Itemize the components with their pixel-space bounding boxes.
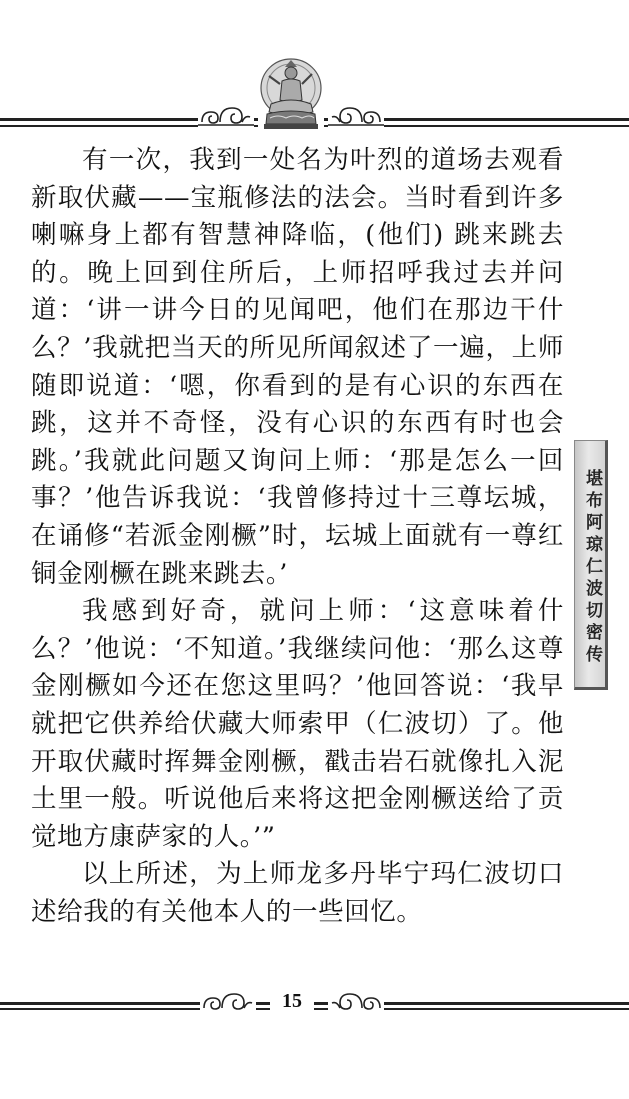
paragraph: 有一次，我到一处名为叶烈的道场去观看新取伏藏——宝瓶修法的法会。当时看到许多喇嘛身上都有智慧神降临，(他们) 跳来跳去的。晚上回到住所后，上师招呼我过去并问道：‘讲一讲今日的见闻吧，他们在那边干什么？’我就把当天的所见所闻叙述了一遍，上师随即说道：‘嗯，你看到的是有心识的东西在跳，这并不奇怪，没有心识的东西有时也会跳。’我就此问题又询问上师：‘那是怎么一回事？’他告诉我说：‘我曾修持过十三尊坛城，在诵修“若派金刚橛”时，坛城上面就有一尊红铜金刚橛在跳来跳去。’ [31,145,564,589]
cloud-scroll-icon [328,104,384,128]
cloud-scroll-icon [328,990,384,1014]
side-tab-title: 堪布阿琼仁波切密传 [582,469,602,667]
footer-rule [0,994,629,1016]
deity-figure-icon [258,58,324,130]
paragraph: 我感到好奇，就问上师：‘这意味着什么？’他说：‘不知道。’我继续问他：‘那么这尊金刚橛如今还在您这里吗？’他回答说：‘我早就把它供养给伏藏大师索甲（仁波切）了。他开取伏藏时挥舞金刚橛，戳击岩石就像扎入泥土里一般。听说他后来将这把金刚橛送给了贡觉地方康萨家的人。’” [31,596,564,852]
page-number: 15 [270,990,314,1013]
body-text [31,142,564,931]
cloud-scroll-icon [200,990,256,1014]
cloud-scroll-icon [198,104,254,128]
paragraph: 以上所述，为上师龙多丹毕宁玛仁波切口述给我的有关他本人的一些回忆。 [31,859,564,927]
side-tab [574,440,608,690]
